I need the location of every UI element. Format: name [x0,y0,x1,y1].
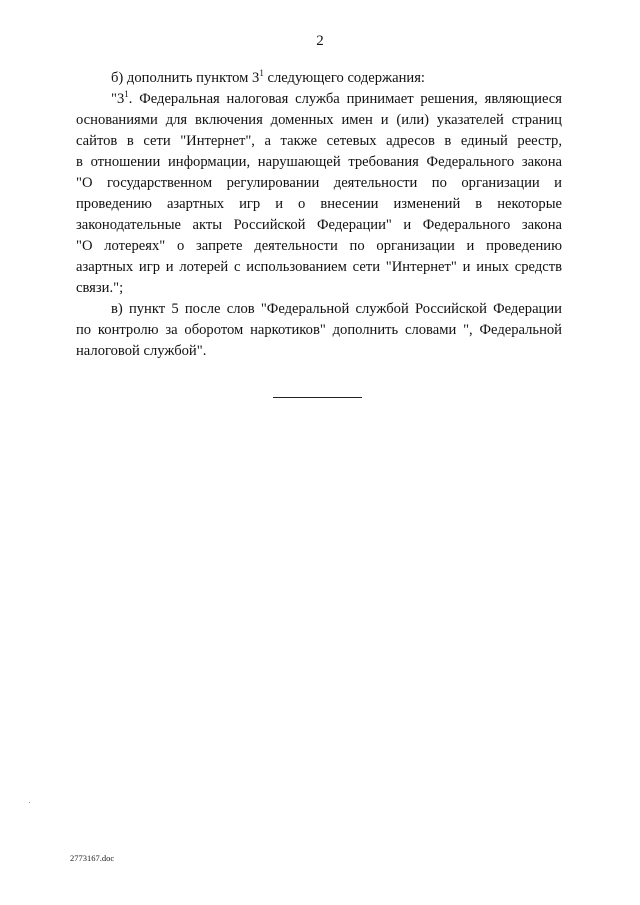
paragraph-31-number: "3 [111,91,125,107]
footer-file-name: 2773167.doc [70,853,115,863]
paragraph-31-line: законодательные акты Российской Федерации" и Федерального закона [76,217,562,233]
paragraph-31-superscript: 1 [124,89,129,99]
paragraph-31-line: в отношении информации, нарушающей требования Федерального закона [76,154,562,170]
item-b-line [111,69,562,88]
item-b-text-end: следующего содержания: [263,70,425,86]
end-separator-rule [273,397,362,398]
item-b-text: б) дополнить пунктом 3 [111,70,260,86]
paragraph-31-line: сайтов в сети "Интернет", а также сетевых адресов в единый реестр, [76,133,562,149]
paragraph-31-line: проведению азартных игр и о внесении изменений в некоторые [76,196,562,212]
paragraph-31-last-line: связи."; [76,280,124,296]
paragraph-31-first-line [111,90,562,109]
paragraph-31-line: основаниями для включения доменных имен и (или) указателей страниц [76,112,562,128]
item-v-line: по контролю за оборотом наркотиков" дополнить словами ", Федеральной [76,322,562,338]
item-v-last-line: налоговой службой". [76,343,207,359]
paragraph-31-first-line-text: . Федеральная налоговая служба принимает решения, являющиеся [128,91,562,107]
paragraph-31-line: "О лотереях" о запрете деятельности по организации и проведению [76,238,562,254]
paragraph-31-line: азартных игр и лотерей с использованием сети "Интернет" и иных средств [76,259,562,275]
item-b-superscript: 1 [259,68,264,78]
page-number: 2 [316,33,324,49]
scan-speck [29,802,30,803]
item-v-first-line: в) пункт 5 после слов "Федеральной службой Российской Федерации [111,301,562,317]
paragraph-31-line: "О государственном регулировании деятельности по организации и [76,175,562,191]
